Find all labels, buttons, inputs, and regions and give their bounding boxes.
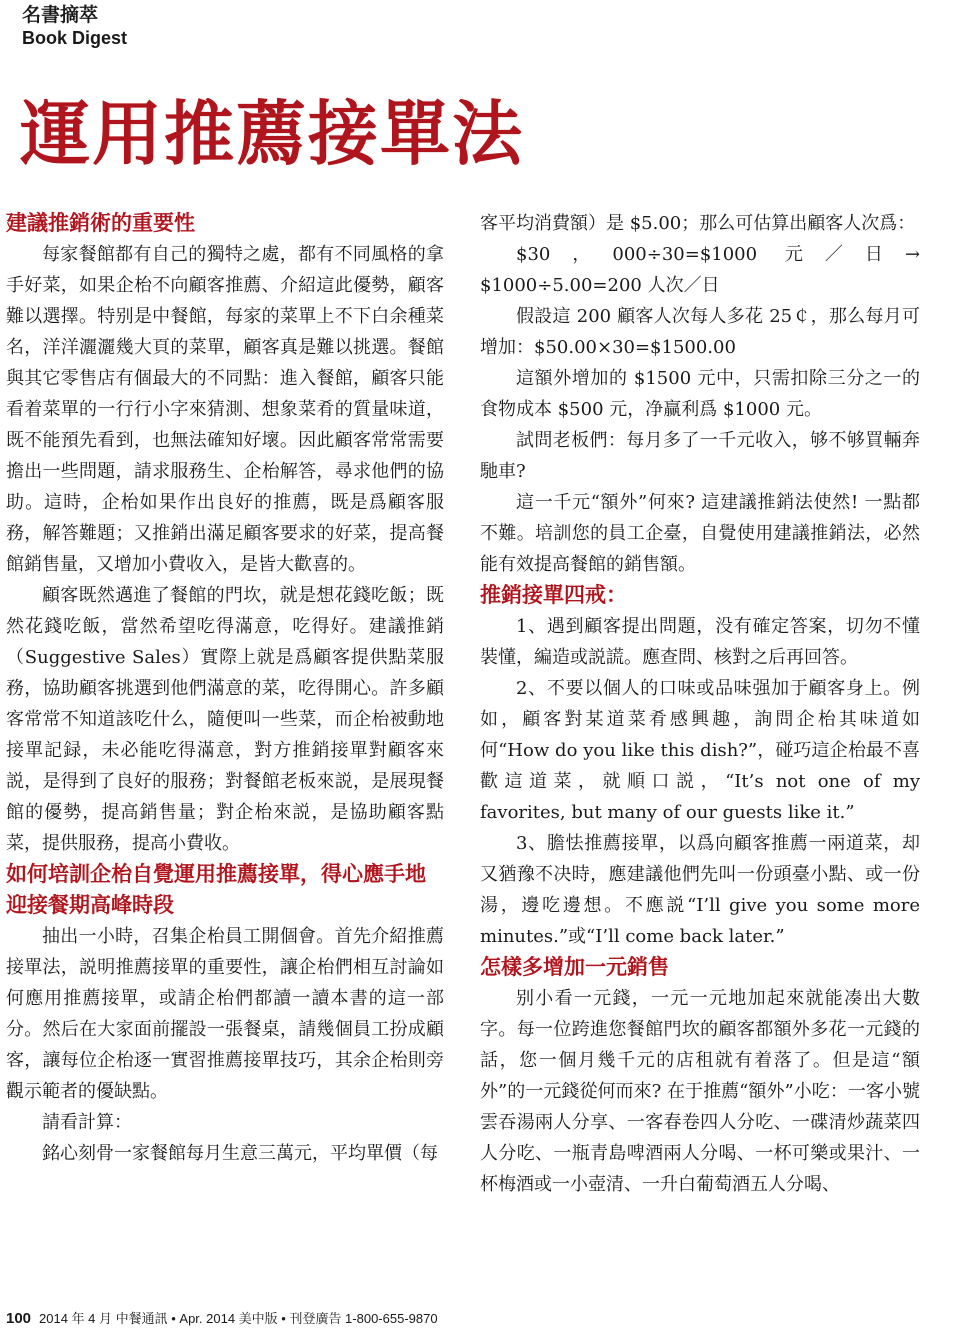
paragraph: 3、膽怯推薦接單，以爲向顧客推薦一兩道菜，却又猶豫不决時，應建議他們先叫一份頭臺小點、或一份湯，邊吃邊想。不應説“I’ll give you some more minutes.”或“I’ll come back later.”	[480, 833, 920, 947]
paragraph: 2、不要以個人的口味或品味强加于顧客身上。例如，顧客對某道菜肴感興趣，詢問企枱其味道如何“How do you like this dish?”，碰巧這企枱最不喜歡這道菜，就順口説，“It’s not one of my favorites, but many of our guests like it.”	[480, 678, 920, 823]
paragraph: 1、遇到顧客提出問題，没有確定答案，切勿不懂裝懂，編造或説謊。應查問、核對之后再回答。	[480, 616, 920, 668]
left-column	[6, 208, 444, 1169]
paragraph: 每家餐館都有自己的獨特之處，都有不同風格的拿手好菜，如果企枱不向顧客推薦、介紹這此優勢，顧客難以選擇。特别是中餐館，每家的菜單上不下白余種菜名，洋洋灑灑幾大頁的菜單，顧客真是難以挑選。餐館與其它零售店有個最大的不同點：進入餐館，顧客只能看着菜單的一行行小字來猜測、想象菜肴的質量味道，既不能預先看到，也無法確知好壞。因此顧客常常需要擔出一些問題，請求服務生、企枱解答，尋求他們的協助。這時，企枱如果作出良好的推薦，既是爲顧客服務，解答難題；又推銷出滿足顧客要求的好菜，提高餐館銷售量，又增加小費收入，是皆大歡喜的。	[6, 244, 444, 575]
section-label-en: Book Digest	[22, 28, 128, 48]
paragraph: 這一千元“額外”何來? 這建議推銷法使然! 一點都不難。培訓您的員工企臺，自覺使用建議推銷法，必然能有效提高餐館的銷售額。	[480, 492, 920, 575]
heading-four-rules: 推銷接單四戒：	[480, 583, 627, 607]
paragraph: 請看計算：	[42, 1112, 132, 1133]
section-label-zh: 名書摘萃	[22, 5, 99, 26]
paragraph: 别小看一元錢，一元一元地加起來就能凑出大數字。每一位跨進您餐館門坎的顧客都額外多花一元錢的話，您一個月幾千元的店租就有着落了。但是這“額外”的一元錢從何而來? 在于推薦“額外”小吃：一客小號雲吞湯兩人分享、一客春卷四人分吃、一碟清炒蔬菜四人分吃、一瓶青島啤酒兩人分喝、一杯可樂或果汁、一杯梅酒或一小壺清、一升白葡萄酒五人分喝、	[480, 988, 920, 1195]
paragraph: $30，000÷30=$1000 元／日→ $1000÷5.00=200 人次／日	[480, 244, 920, 296]
article-title: 運用推薦接單法	[20, 92, 524, 175]
page-footer	[6, 1310, 438, 1328]
paragraph: 假設這 200 顧客人次每人多花 25￠，那么每月可增加：$50.00×30=$1500.00	[480, 306, 920, 358]
right-column	[480, 208, 920, 1200]
paragraph: 顧客既然邁進了餐館的門坎，就是想花錢吃飯；既然花錢吃飯，當然希望吃得滿意，吃得好。建議推銷（Suggestive Sales）實際上就是爲顧客提供點菜服務，協助顧客挑選到他們滿意的菜，吃得開心。許多顧客常常不知道該吃什么，隨便叫一些菜，而企枱被動地接單記録，未必能吃得滿意，對方推銷接單對顧客來説，是得到了良好的服務；對餐館老板來説，是展現餐館的優勢，提高銷售量；對企枱來説，是協助顧客點菜，提供服務，提高小費收。	[6, 585, 444, 854]
section-tag	[22, 4, 127, 49]
heading-training: 如何培訓企枱自覺運用推薦接單，得心應手地迎接餐期高峰時段	[6, 862, 426, 917]
heading-importance: 建議推銷術的重要性	[6, 211, 195, 235]
paragraph: 試問老板們：每月多了一千元收入，够不够買輛奔馳車?	[480, 430, 920, 482]
paragraph: 銘心刻骨一家餐館每月生意三萬元，平均單價（每	[42, 1143, 438, 1164]
paragraph: 這額外增加的 $1500 元中，只需扣除三分之一的食物成本 $500 元，净赢利爲 $1000 元。	[480, 368, 920, 420]
paragraph: 客平均消費額）是 $5.00；那么可估算出顧客人次爲：	[480, 213, 916, 234]
footer-text: 2014 年 4 月 中餐通訊 • Apr. 2014 美中版 • 刊登廣告 1-800-655-9870	[39, 1311, 438, 1326]
heading-extra-dollar: 怎樣多增加一元銷售	[480, 955, 669, 979]
paragraph: 抽出一小時，召集企枱員工開個會。首先介紹推薦接單法，説明推薦接單的重要性，讓企枱們相互討論如何應用推薦接單，或請企枱們都讀一讀本書的這一部分。然后在大家面前擺設一張餐桌，請幾個員工扮成顧客，讓每位企枱逐一實習推薦接單技巧，其余企枱則旁觀示範者的優缺點。	[6, 926, 444, 1102]
page-number: 100	[6, 1310, 32, 1327]
